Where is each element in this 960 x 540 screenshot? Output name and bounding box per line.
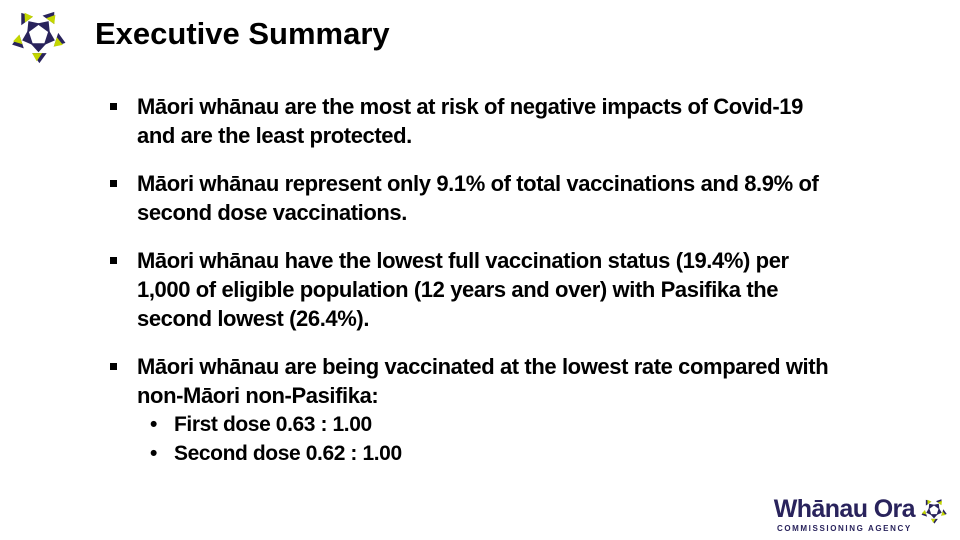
bullet-line: Māori whānau are the most at risk of negative impacts of Covid-19 xyxy=(137,94,803,119)
sub-bullet-text: First dose 0.63 : 1.00 xyxy=(174,413,372,436)
square-bullet-icon xyxy=(108,246,137,333)
bullet-text xyxy=(137,169,818,227)
bullet-line: second lowest (26.4%). xyxy=(137,306,370,331)
bullet-line: Māori whānau represent only 9.1% of total vaccinations and 8.9% of xyxy=(137,171,819,196)
square-bullet-icon xyxy=(108,352,137,468)
bullet-list xyxy=(108,92,828,468)
dot-bullet-icon: • xyxy=(150,413,157,436)
footer-brand-text xyxy=(774,497,915,533)
footer-brand-name: Whānau Ora xyxy=(773,495,915,523)
bullet-item xyxy=(108,246,828,333)
sub-bullet-item xyxy=(137,439,828,468)
bullet-line: 1,000 of eligible population (12 years and over) with Pasifika the xyxy=(137,277,779,302)
bullet-line: second dose vaccinations. xyxy=(137,200,407,225)
whanau-ora-mark-icon xyxy=(921,497,947,524)
bullet-text xyxy=(137,246,789,333)
bullet-line: Māori whānau are being vaccinated at the lowest rate compared with xyxy=(137,354,829,379)
bullet-item xyxy=(108,352,828,468)
dot-bullet-icon: • xyxy=(150,442,157,465)
sub-bullet-item xyxy=(137,410,828,439)
whanau-ora-mark-icon xyxy=(10,7,67,64)
bullet-line: non-Māori non-Pasifika: xyxy=(137,383,379,408)
footer-brand xyxy=(774,497,947,533)
sub-bullet-text: Second dose 0.62 : 1.00 xyxy=(174,442,402,465)
bullet-line: and are the least protected. xyxy=(137,123,412,148)
bullet-text xyxy=(137,352,828,468)
bullet-item xyxy=(108,169,828,227)
square-bullet-icon xyxy=(108,92,137,150)
square-bullet-icon xyxy=(108,169,137,227)
bullet-item xyxy=(108,92,828,150)
footer-brand-subtitle: COMMISSIONING AGENCY xyxy=(776,524,912,533)
bullet-text xyxy=(137,92,803,150)
page-title: Executive Summary xyxy=(95,16,390,51)
bullet-line: Māori whānau have the lowest full vaccination status (19.4%) per xyxy=(137,248,789,273)
